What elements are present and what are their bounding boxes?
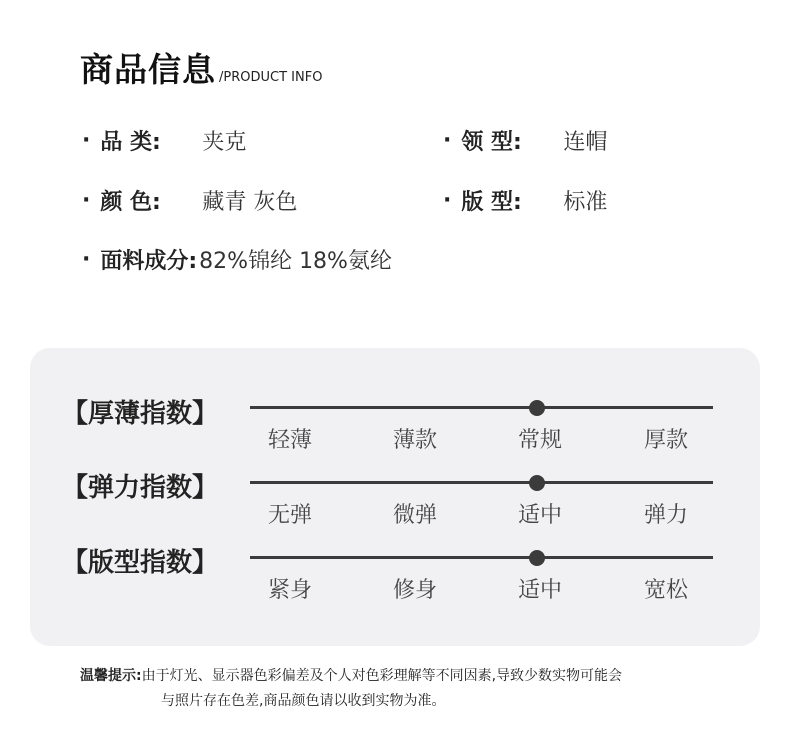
elasticity-level: 无弹 (267, 503, 312, 528)
bullet: · (82, 247, 91, 272)
attr-category (82, 125, 246, 156)
attr-fabric (82, 244, 392, 275)
notice-line-2: 与照片存在色差,商品颜色请以收到实物为准。 (161, 693, 446, 709)
fit-level: 修身 (392, 578, 437, 603)
thickness-knob (529, 400, 545, 416)
bullet: · (82, 128, 91, 153)
thickness-level: 轻薄 (267, 428, 312, 453)
attr-category-value: 夹克 (202, 130, 247, 155)
thickness-track (250, 406, 713, 409)
bullet: · (443, 188, 452, 213)
fit-index-title: 【版型指数】 (62, 548, 219, 578)
notice (80, 664, 622, 714)
attr-collar-value: 连帽 (563, 130, 608, 155)
elasticity-knob (529, 475, 545, 491)
thickness-level: 厚款 (643, 428, 688, 453)
elasticity-track (250, 481, 713, 484)
attr-fabric-value: 82%锦纶 18%氨纶 (199, 249, 392, 274)
attr-fit-label: 版 型: (461, 190, 522, 215)
product-info-title (80, 44, 322, 91)
fit-knob (529, 550, 545, 566)
attr-color-label: 颜 色: (100, 190, 161, 215)
thickness-level: 常规 (517, 428, 562, 453)
attr-category-label: 品 类: (100, 130, 161, 155)
bullet: · (443, 128, 452, 153)
attr-fabric-label: 面料成分: (100, 249, 198, 274)
thickness-level: 薄款 (392, 428, 437, 453)
attr-collar-label: 领 型: (461, 130, 522, 155)
attr-fit (443, 185, 607, 216)
notice-text-1: 由于灯光、显示器色彩偏差及个人对色彩理解等不同因素,导致少数实物可能会 (141, 668, 623, 684)
fit-level: 紧身 (267, 578, 312, 603)
elasticity-index-title: 【弹力指数】 (62, 473, 219, 503)
elasticity-level: 适中 (517, 503, 562, 528)
fit-level: 宽松 (643, 578, 688, 603)
title-chinese: 商品信息 (80, 50, 216, 89)
elasticity-level: 弹力 (643, 503, 688, 528)
attr-collar (443, 125, 607, 156)
thickness-index-title: 【厚薄指数】 (62, 399, 219, 429)
elasticity-level: 微弹 (392, 503, 437, 528)
attr-fit-value: 标准 (563, 190, 608, 215)
notice-line-1 (80, 664, 622, 689)
notice-label: 温馨提示: (80, 668, 142, 684)
fit-level: 适中 (517, 578, 562, 603)
title-english: /PRODUCT INFO (219, 70, 323, 85)
attr-color-value: 藏青 灰色 (202, 190, 298, 215)
attr-color (82, 185, 297, 216)
fit-track (250, 556, 713, 559)
bullet: · (82, 188, 91, 213)
